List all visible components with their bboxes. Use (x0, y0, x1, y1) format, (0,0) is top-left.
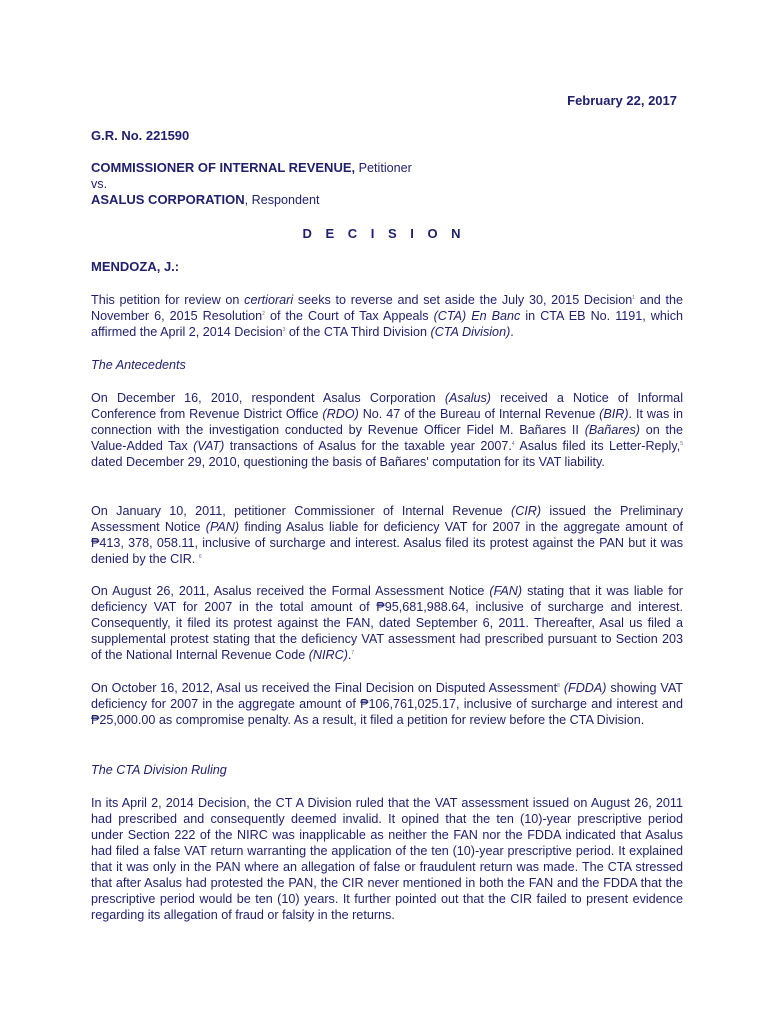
footnote-ref[interactable]: 7 (351, 649, 355, 656)
paragraph-cta-ruling: In its April 2, 2014 Decision, the CT A Division ruled that the VAT assessment issued on August 26, 2011 had prescribed and consequently deemed invalid. It opined that the ten (10)-year prescriptive period under Section 222 of the NIRC was inapplicable as neither the FAN nor the FDDA indicated that Asalus had filed a false VAT return warranting the application of the ten (10)-year prescriptive period. It explained that it was only in the PAN where an allegation of false or fraudulent return was made. The CTA stressed that after Asalus had protested the PAN, the CIR never mentioned in both the FAN and the FDDA that the prescriptive period would be ten (10) years. It further pointed out that the CIR failed to present evidence regarding its allegation of fraud or falsity in the returns. (91, 796, 683, 922)
section-heading-antecedents: The Antecedents (91, 358, 186, 372)
footnote-ref[interactable]: 8 (557, 682, 560, 689)
decision-heading: D E C I S I O N (302, 226, 466, 241)
petitioner-line (91, 160, 683, 176)
decision-date: February 22, 2017 (567, 93, 677, 108)
footnote-ref[interactable]: 6 (198, 553, 202, 560)
case-parties (91, 160, 683, 208)
paragraph-fdda: On October 16, 2012, Asal us received the Final Decision on Disputed Assessment$^8$ (FDDA) showing VAT deficiency for 2007 in the aggregate amount of ₱106,761,025.17, inclusive of surcharge and interest and ₱25,000.00 as compromise penalty. As a result, it filed a petition for review before the CTA Division. (91, 681, 684, 727)
respondent-name: ASALUS CORPORATION (91, 192, 245, 207)
paragraph-intro: This petition for review on certiorari seeks to reverse and set aside the July 30, 2015 Decision$^1$ and the November 6, 2015 Resolution$^2$ of the Court of Tax Appeals (CTA) En Banc in CTA EB No. 1191, which affirmed the April 2, 2014 Decision$^3$ of the CTA Third Division (CTA Division). (91, 293, 683, 339)
ponente: MENDOZA, J.: (91, 259, 180, 274)
footnote-ref[interactable]: 2 (262, 310, 265, 317)
versus: vs. (91, 177, 108, 191)
section-heading-cta-ruling: The CTA Division Ruling (91, 763, 227, 777)
paragraph-informal-conference: On December 16, 2010, respondent Asalus Corporation (Asalus) received a Notice of Informal Conference from Revenue District Office (RDO) No. 47 of the Bureau of Internal Revenue (BIR). It was in connection with the investigation conducted by Revenue Officer Fidel M. Bañares II (Bañares) on the Value-Added Tax (VAT) transactions of Asalus for the taxable year 2007.$^4$ Asalus filed its Letter-Reply,$^5$ dated December 29, 2010, questioning the basis of Bañares' computation for its VAT liability. (91, 391, 683, 469)
footnote-ref[interactable]: 5 (680, 440, 683, 447)
footnote-ref[interactable]: 1 (632, 294, 636, 301)
paragraph-pan: On January 10, 2011, petitioner Commissioner of Internal Revenue (CIR) issued the Preliminary Assessment Notice (PAN) finding Asalus liable for deficiency VAT for 2007 in the aggregate amount of ₱413, 378, 058.11, inclusive of surcharge and interest. Asalus filed its protest against the PAN but it was denied by the CIR. $^6$ (91, 504, 684, 566)
case-number: G.R. No. 221590 (91, 128, 190, 143)
respondent-role: , Respondent (244, 193, 320, 207)
paragraph-fan: On August 26, 2011, Asalus received the Formal Assessment Notice (FAN) stating that it was liable for deficiency VAT for 2007 in the total amount of ₱95,681,988.64, inclusive of surcharge and interest. Consequently, it filed its protest against the FAN, dated September 6, 2011. Thereafter, Asal us filed a supplemental protest stating that the deficiency VAT assessment had prescribed pursuant to Section 203 of the National Internal Revenue Code (NIRC).$^7$ (91, 584, 683, 662)
petitioner-role: Petitioner (355, 161, 412, 175)
respondent-line (91, 192, 683, 208)
footnote-ref[interactable]: 3 (282, 326, 286, 333)
footnote-ref[interactable]: 4 (511, 440, 515, 447)
petitioner-name: COMMISSIONER OF INTERNAL REVENUE, (91, 160, 356, 175)
